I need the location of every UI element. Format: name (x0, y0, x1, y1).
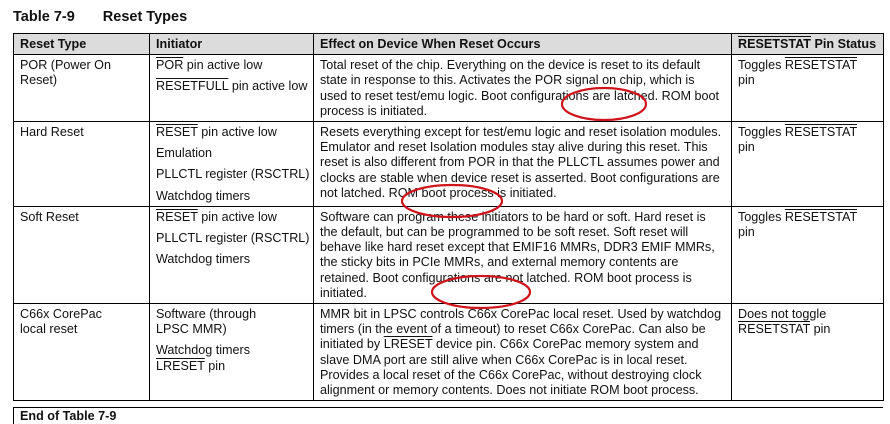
effect-circled-text: are not latched. (483, 270, 571, 285)
pin-status-cell (732, 122, 884, 207)
table-footer: End of Table 7-9 (13, 407, 883, 424)
effect-circled-text: are latched. (592, 88, 659, 103)
effect-circled-text: are not latched. (320, 170, 720, 200)
initiator-item: Watchdog timers (156, 252, 251, 267)
pin-status-post: pin (738, 73, 755, 88)
pin-status-signal: RESETSTAT (784, 125, 857, 140)
header-reset-type: Reset Type (14, 34, 150, 55)
table-title: Reset Types (102, 9, 188, 25)
initiator-item: Watchdog timers (156, 188, 251, 203)
effect-signal: LRESET (383, 337, 433, 352)
pin-status-post: pin (810, 322, 831, 337)
initiator-item (156, 79, 307, 94)
initiator-signal: RESET (156, 209, 198, 224)
table-row (14, 55, 884, 122)
pin-status-cell (732, 206, 884, 303)
initiator-cell (150, 304, 314, 401)
initiator-item (156, 125, 307, 140)
table-caption (13, 9, 187, 25)
header-pin-status-signal: RESETSTAT (738, 37, 811, 51)
reset-type-line: local reset (20, 322, 78, 337)
reset-types-table (13, 33, 884, 401)
initiator-item: Software (through LPSC MMR) (156, 307, 257, 337)
effect-text: MMR bit in LPSC controls C66x CorePac local reset. Used by watchdog timers (in the event of a timeout) to reset C66x CorePac. Can also be initiated by (320, 307, 722, 352)
pin-status-pre: Toggles (738, 209, 785, 224)
effect-cell (314, 206, 732, 303)
reset-type-cell (14, 304, 150, 401)
initiator-item (156, 359, 307, 374)
effect-text-end: ROM boot process is initiated. (320, 88, 720, 118)
effect-cell (314, 55, 732, 122)
reset-type-line: C66x CorePac (20, 307, 102, 322)
initiator-signal: LRESET (156, 358, 205, 373)
initiator-signal: RESETFULL (156, 79, 229, 94)
initiator-signal: RESET (156, 125, 198, 140)
pin-status-cell (732, 304, 884, 401)
pin-status-signal: RESETSTAT (784, 58, 857, 73)
initiator-text: pin active low (228, 79, 308, 94)
effect-text: Total reset of the chip. Everything on the device is reset to its default state in response to this. Activates the POR signal on chip, which is used to reset test/emu logic. Boot configurations (320, 58, 701, 103)
initiator-text: pin active low (197, 209, 277, 224)
initiator-text: pin (204, 358, 226, 373)
pin-status-post: pin (738, 140, 755, 155)
initiator-item (156, 58, 307, 73)
pin-status-pre: Does not toggle (738, 307, 827, 322)
table-number: Table 7-9 (13, 9, 75, 25)
header-effect: Effect on Device When Reset Occurs (314, 34, 732, 55)
initiator-cell (150, 122, 314, 207)
table-row (14, 206, 884, 303)
header-pin-status-label: Pin Status (811, 37, 877, 51)
initiator-signal: $\overline{POR}$ (156, 58, 184, 73)
pin-status-signal: RESETSTAT (738, 322, 811, 337)
reset-type-cell: Hard Reset (14, 122, 150, 207)
initiator-text: pin active low (183, 58, 263, 73)
effect-text-end: device pin. C66x CorePac memory system and slave DMA port are still alive when C66x CorePac is in local reset. Provides a local reset of the C66x CorePac, without destroying clock alignment or memory contents. Does not initiate ROM boot process. (320, 337, 702, 398)
effect-cell (314, 122, 732, 207)
effect-text: Software can program these initiators to be hard or soft. Hard reset is the default, but can be programmed to be soft reset. Soft reset will behave like hard reset except that EMIF16 MMRs, DDR3 EMIF MMRs, the sticky bits in PCIe MMRs, and external memory contents are retained. Boot configurations (320, 209, 715, 285)
table-row (14, 122, 884, 207)
initiator-item: PLLCTL register (RSCTRL) (156, 231, 310, 246)
pin-status-pre: Toggles (738, 125, 785, 140)
initiator-item: Watchdog timers (156, 343, 251, 358)
initiator-item: PLLCTL register (RSCTRL) (156, 167, 310, 182)
effect-text-end: ROM boot process is initiated. (320, 270, 692, 300)
header-initiator: Initiator (150, 34, 314, 55)
pin-status-cell (732, 55, 884, 122)
initiator-cell (150, 55, 314, 122)
pin-status-post: pin (738, 225, 755, 240)
initiator-item (156, 210, 307, 225)
effect-text: Resets everything except for test/emu logic and reset isolation modules. Emulator and reset Isolation modules stay alive during this reset. This reset is also different from POR in that the PLLCTL assumes power and clocks are stable when device reset is asserted. Boot configurations (320, 125, 722, 185)
effect-cell (314, 304, 732, 401)
initiator-item: Emulation (156, 146, 213, 161)
header-pin-status (732, 34, 884, 55)
header-row (14, 34, 884, 55)
initiator-cell (150, 206, 314, 303)
pin-status-signal: RESETSTAT (784, 209, 857, 224)
reset-type-cell: Soft Reset (14, 206, 150, 303)
reset-type-cell: POR (Power On Reset) (14, 55, 150, 122)
initiator-text: pin active low (197, 125, 277, 140)
effect-text-end: ROM boot process is initiated. (385, 185, 557, 200)
table-row (14, 304, 884, 401)
pin-status-pre: Toggles (738, 58, 785, 73)
